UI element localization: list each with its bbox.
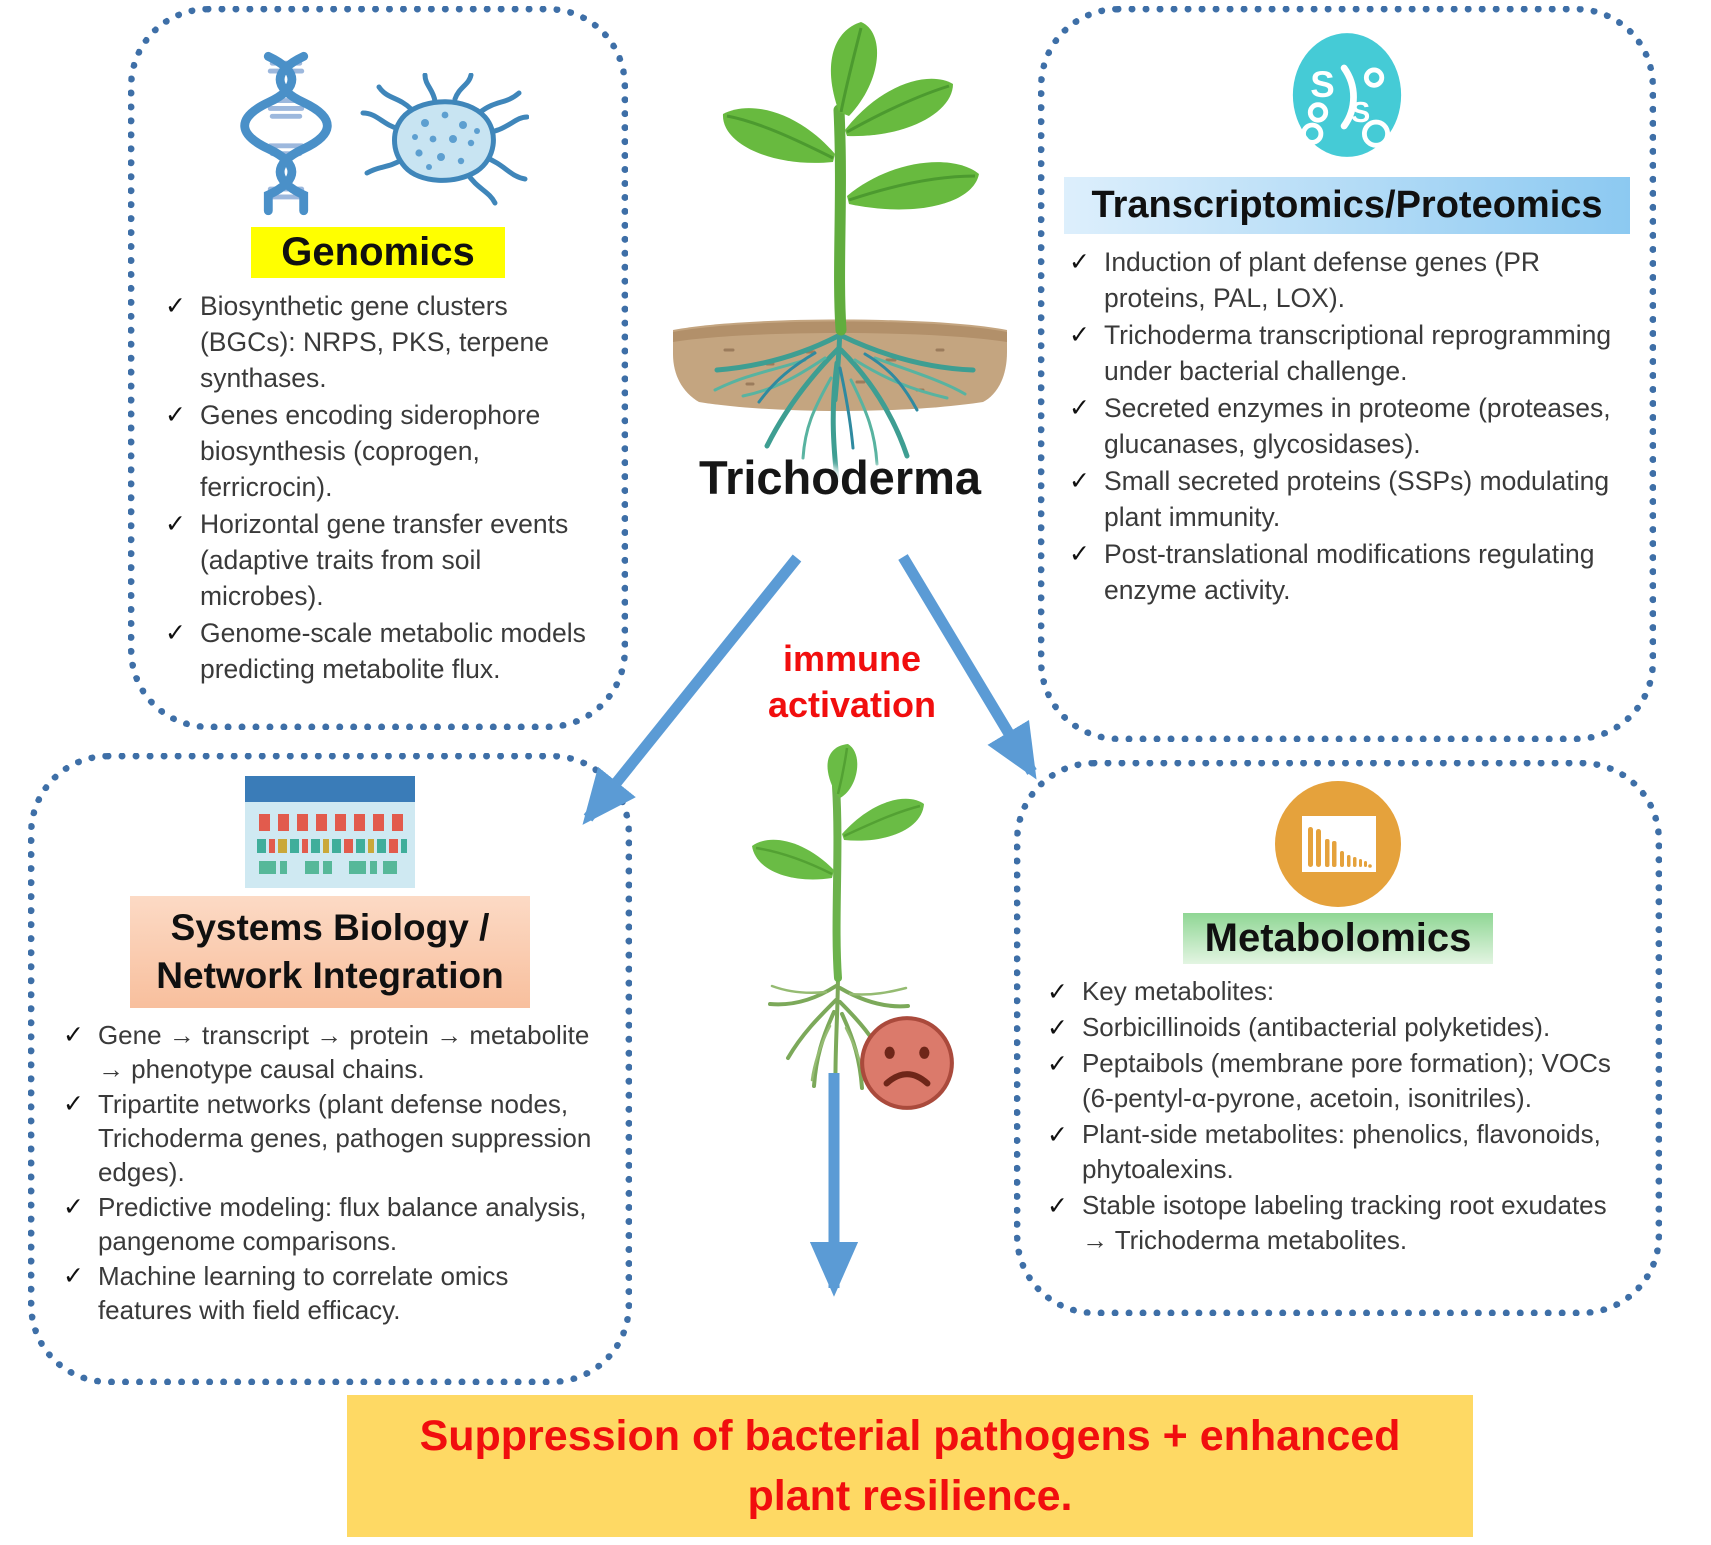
checkmark-icon: ✓ [1047, 1013, 1068, 1042]
bullet-item [1069, 390, 1629, 462]
checkmark-icon: ✓ [1047, 1191, 1068, 1220]
genomics-bullet-list [161, 288, 595, 688]
bullet-item [63, 1018, 601, 1086]
svg-text:S: S [1350, 97, 1371, 130]
bullet-text: Machine learning to correlate omics features with field efficacy. [97, 1261, 509, 1325]
bullet-item [63, 1087, 601, 1189]
bullet-item [1069, 463, 1629, 535]
systems-biology-title [130, 896, 530, 1008]
systems-bullet-list [59, 1018, 601, 1328]
bullet-text: Biosynthetic gene clusters (BGCs): NRPS, PKS, terpene synthases. [199, 291, 549, 393]
checkmark-icon: ✓ [165, 509, 186, 538]
bullet-text: Key metabolites: [1081, 976, 1275, 1006]
checkmark-icon: ✓ [1069, 466, 1090, 495]
bullet-text: Stable isotope labeling tracking root exudates → Trichoderma metabolites. [1081, 1190, 1607, 1255]
bullet-text: Horizontal gene transfer events (adaptive traits from soil microbes). [199, 509, 569, 611]
microbe-icon [359, 73, 529, 213]
bullet-item [1069, 536, 1629, 608]
microarray-icon [245, 776, 415, 888]
bullet-text: Post-translational modifications regulating enzyme activity. [1103, 539, 1595, 605]
bullet-item [165, 288, 595, 396]
mass-spectrum-icon [1271, 777, 1405, 911]
checkmark-icon: ✓ [1047, 977, 1068, 1006]
immune-activation-label: immune activation [767, 638, 937, 725]
protein-secretion-icon [1289, 29, 1405, 163]
mass-spectrum-icon-wrap [1271, 775, 1405, 911]
bullet-text: Predictive modeling: flux balance analysis, pangenome comparisons. [97, 1192, 587, 1256]
checkmark-icon: ✓ [165, 291, 186, 320]
genomics-title: Genomics [251, 227, 504, 278]
bullet-item [63, 1190, 601, 1258]
checkmark-icon: ✓ [63, 1020, 84, 1049]
bullet-text: Sorbicillinoids (antibacterial polyketides). [1081, 1012, 1551, 1042]
protein-secretion-icon-wrap [1289, 23, 1405, 163]
bullet-item [1047, 1117, 1633, 1187]
bullet-text: Genes encoding siderophore biosynthesis (coprogen, ferricrocin). [199, 400, 541, 502]
checkmark-icon: ✓ [165, 400, 186, 429]
systems-title-line1: Systems Biology / [170, 907, 490, 948]
bullet-item [1069, 317, 1629, 389]
bullet-text: Trichoderma transcriptional reprogramming under bacterial challenge. [1103, 320, 1612, 386]
bullet-text: Peptaibols (membrane pore formation); VOCs (6-pentyl-α-pyrone, acetoin, isonitriles). [1081, 1048, 1611, 1113]
checkmark-icon: ✓ [63, 1261, 84, 1290]
trichoderma-plant-illustration [655, 18, 1025, 488]
checkmark-icon: ✓ [1047, 1120, 1068, 1149]
systems-title-line2: Network Integration [156, 955, 504, 996]
transcriptomics-bullet-list [1065, 244, 1629, 609]
trichoderma-label: Trichoderma [698, 451, 982, 504]
bullet-text: Secreted enzymes in proteome (proteases, glucanases, glycosidases). [1103, 393, 1611, 459]
bullet-text: Genome-scale metabolic models predicting metabolite flux. [199, 618, 586, 684]
checkmark-icon: ✓ [1069, 393, 1090, 422]
outcome-banner [347, 1395, 1473, 1537]
svg-text:S: S [1310, 63, 1335, 105]
bullet-text: Small secreted proteins (SSPs) modulating plant immunity. [1103, 466, 1610, 532]
checkmark-icon: ✓ [63, 1192, 84, 1221]
bullet-text: Gene → transcript → protein → metabolite → phenotype causal chains. [97, 1020, 590, 1084]
bullet-item [1047, 1046, 1633, 1116]
bullet-item [63, 1259, 601, 1327]
microarray-icon-wrap [245, 772, 415, 888]
bullet-text: Plant-side metabolites: phenolics, flavonoids, phytoalexins. [1081, 1119, 1601, 1184]
dna-icon [227, 51, 345, 219]
checkmark-icon: ✓ [1069, 320, 1090, 349]
bullet-item [1047, 974, 1633, 1009]
checkmark-icon: ✓ [1047, 1049, 1068, 1078]
bullet-item [1047, 1010, 1633, 1045]
bullet-text: Tripartite networks (plant defense nodes, Trichoderma genes, pathogen suppression edges). [97, 1089, 592, 1187]
metabolomics-title: Metabolomics [1183, 913, 1493, 964]
bullet-item [165, 615, 595, 687]
bullet-item [165, 397, 595, 505]
sad-face-icon [856, 1012, 958, 1114]
genomics-icon-group [227, 27, 529, 219]
metabolomics-panel [1014, 760, 1662, 1316]
checkmark-icon: ✓ [63, 1089, 84, 1118]
transcriptomics-proteomics-panel [1038, 6, 1656, 742]
checkmark-icon: ✓ [1069, 247, 1090, 276]
bullet-item [165, 506, 595, 614]
checkmark-icon: ✓ [165, 618, 186, 647]
bullet-item [1047, 1188, 1633, 1258]
systems-biology-panel [28, 753, 632, 1385]
bullet-item [1069, 244, 1629, 316]
metabolomics-bullet-list [1043, 974, 1633, 1259]
transcriptomics-title: Transcriptomics/Proteomics [1064, 177, 1630, 234]
bullet-text: Induction of plant defense genes (PR proteins, PAL, LOX). [1103, 247, 1541, 313]
outcome-banner-text: Suppression of bacterial pathogens + enhanced plant resilience. [419, 1412, 1401, 1520]
genomics-panel [128, 6, 628, 730]
checkmark-icon: ✓ [1069, 539, 1090, 568]
